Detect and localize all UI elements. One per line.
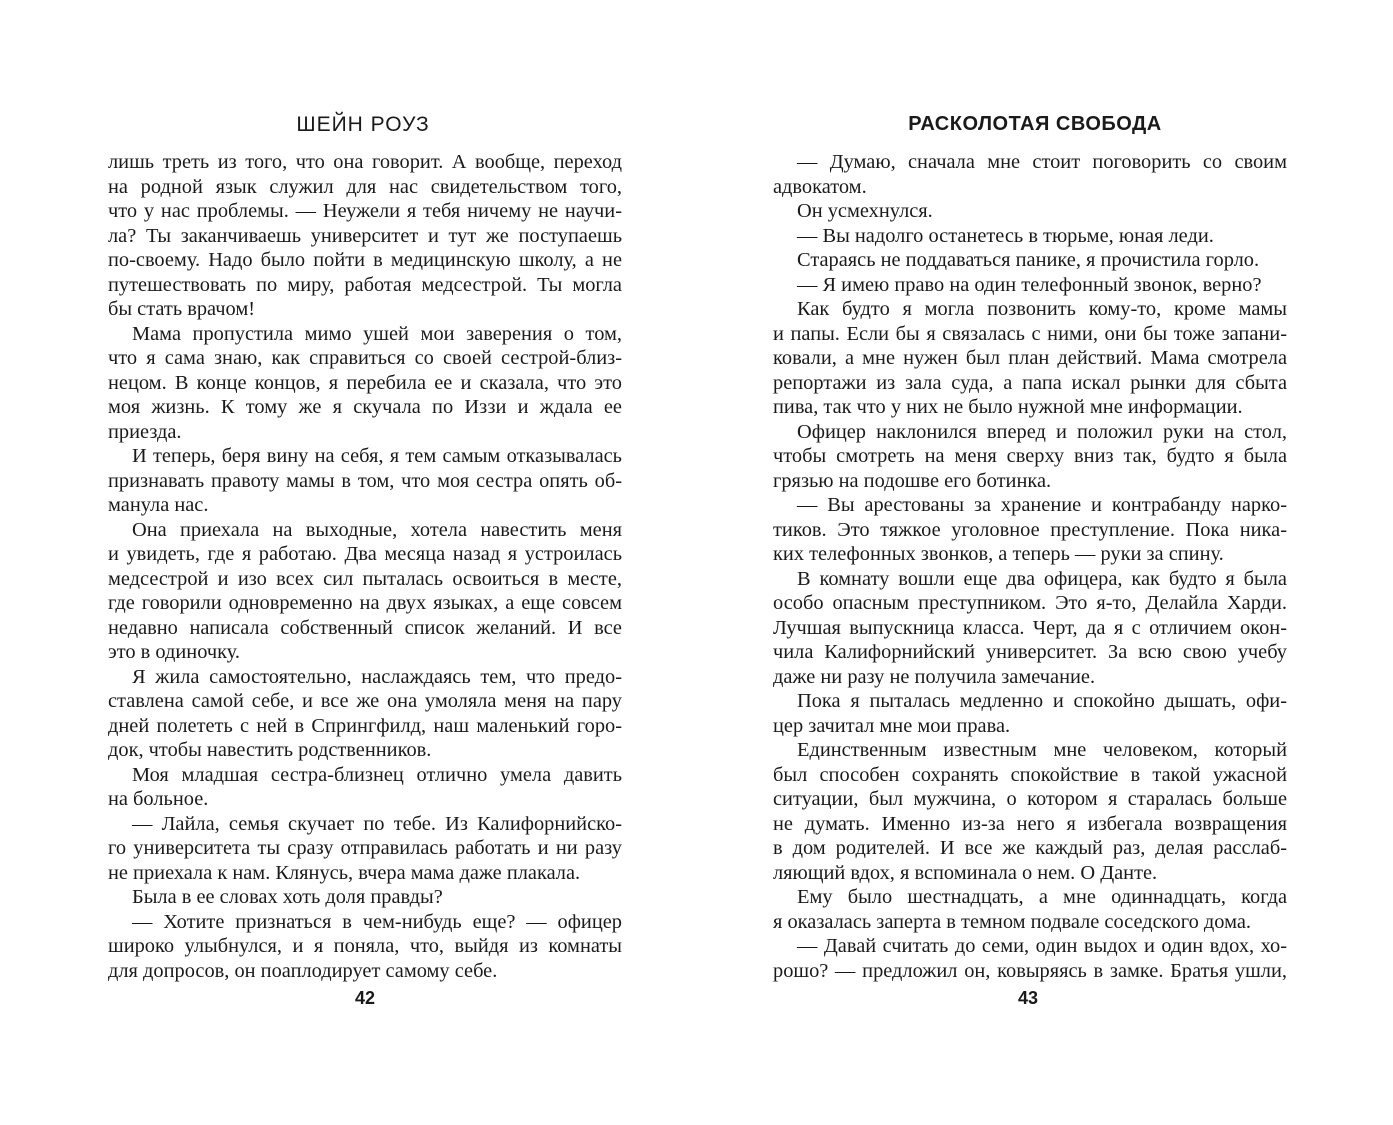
text-line: — Я имею право на один телефонный звонок, верно? bbox=[797, 273, 1262, 296]
text-line: репортажи из зала суда, а папа искал рынки для сбыта bbox=[773, 371, 1287, 394]
text-line: я оказалась заперта в темном подвале соседского дома. bbox=[773, 910, 1251, 933]
text-line: ситуации, был мужчина, о котором я старалась больше bbox=[773, 788, 1287, 810]
text-line: Она приехала на выходные, хотела навестить меня bbox=[132, 518, 622, 541]
text-line: И теперь, беря вину на себя, я тем самым отказывалась bbox=[132, 445, 622, 467]
text-line: пива, так что у них не было нужной мне информации. bbox=[773, 396, 1243, 418]
text-line: моя жизнь. К тому же я скучала по Иззи и ждала ее bbox=[108, 396, 622, 418]
text-line: недавно написала собственный список желаний. И все bbox=[108, 616, 622, 639]
text-line: чила Калифорнийский университет. За всю свою учебу bbox=[773, 641, 1287, 663]
text-line: Мама пропустила мимо ушей мои заверения о том, bbox=[132, 322, 622, 345]
text-line: грязью на подошве его ботинка. bbox=[773, 469, 1052, 492]
text-line: признавать правоту мамы в том, что моя сестра опять об- bbox=[108, 469, 622, 492]
page-number-right: 43 bbox=[1017, 988, 1039, 1008]
text-line: медсестрой и изо всех сил пыталась освоиться в месте, bbox=[108, 567, 622, 590]
left-page bbox=[0, 0, 696, 1125]
book-title: РАСКОЛОТАЯ СВОБОДА bbox=[908, 113, 1162, 135]
text-line: и папы. Если бы я связалась с ними, они бы тоже запани- bbox=[773, 322, 1287, 345]
text-line: док, чтобы навестить родственников. bbox=[108, 739, 432, 761]
text-line: Стараясь не поддаваться панике, я прочистила горло. bbox=[797, 249, 1260, 271]
text-line: чтобы смотреть на меня сверху вниз так, будто я была bbox=[773, 445, 1287, 467]
text-line: приезда. bbox=[108, 420, 182, 443]
text-line: Он усмехнулся. bbox=[797, 200, 933, 222]
text-line: адвокатом. bbox=[773, 175, 867, 198]
text-line: дней полететь с ней в Спрингфилд, наш маленький горо- bbox=[108, 714, 622, 737]
text-line: го университета ты сразу отправилась работать и ни разу bbox=[108, 837, 622, 859]
text-line: тиков. Это тяжкое уголовное преступление. Пока ника- bbox=[773, 518, 1287, 541]
author-name: ШЕЙН РОУЗ bbox=[296, 113, 430, 136]
text-line: на родной язык служил для нас свидетельством того, bbox=[108, 175, 622, 198]
left-page-body bbox=[108, 150, 622, 983]
text-line: нецом. В конце концов, я перебила ее и сказала, что это bbox=[108, 371, 622, 394]
text-line: ла? Ты заканчиваешь университет и тут же поступаешь bbox=[108, 224, 622, 247]
text-line: Лучшая выпускница класса. Черт, да я с отличием окон- bbox=[773, 616, 1287, 639]
text-line: на больное. bbox=[108, 788, 209, 810]
text-line: рошо? — предложил он, ковыряясь в замке. Братья ушли, bbox=[773, 959, 1287, 982]
text-line: Офицер наклонился вперед и положил руки на стол, bbox=[797, 420, 1287, 443]
text-line: Моя младшая сестра-близнец отлично умела давить bbox=[132, 763, 622, 786]
text-line: — Вы надолго останетесь в тюрьме, юная леди. bbox=[797, 224, 1214, 247]
text-line: путешествовать по миру, работая медсестрой. Ты могла bbox=[108, 273, 622, 296]
text-line: В комнату вошли еще два офицера, как будто я была bbox=[797, 567, 1287, 590]
running-header-left bbox=[0, 113, 696, 143]
text-line: и увидеть, где я работаю. Два месяца назад я устроилась bbox=[108, 543, 622, 565]
text-line: ковали, а мне нужен был план действий. Мама смотрела bbox=[773, 347, 1287, 369]
text-line: ляющий вдох, я вспоминала о нем. О Данте. bbox=[773, 861, 1158, 884]
page-number-left: 42 bbox=[354, 988, 376, 1008]
text-line: был способен сохранять спокойствие в такой ужасной bbox=[773, 763, 1287, 786]
text-line: что у нас проблемы. — Неужели я тебя ничему не научи- bbox=[108, 200, 622, 222]
text-line: в дом родителей. И все же каждый раз, делая расслаб- bbox=[773, 837, 1287, 859]
text-line: цер зачитал мне мои права. bbox=[773, 714, 1011, 737]
text-line: ких телефонных звонков, а теперь — руки за спину. bbox=[773, 543, 1224, 565]
text-line: Ему было шестнадцать, а мне одиннадцать, когда bbox=[797, 886, 1287, 908]
text-line: не думать. Именно из-за него я избегала возвращения bbox=[773, 812, 1287, 835]
text-line: Пока я пыталась медленно и спокойно дышать, офи- bbox=[797, 690, 1287, 712]
text-line: это в одиночку. bbox=[108, 641, 241, 663]
text-line: даже ни разу не получила замечание. bbox=[773, 665, 1096, 688]
text-line: Как будто я могла позвонить кому-то, кроме мамы bbox=[797, 298, 1287, 320]
text-line: Я жила самостоятельно, наслаждаясь тем, что предо- bbox=[132, 665, 622, 688]
text-line: Единственным известным мне человеком, который bbox=[797, 739, 1287, 761]
text-line: — Лайла, семья скучает по тебе. Из Калифорнийско- bbox=[132, 812, 622, 835]
text-line: бы стать врачом! bbox=[108, 298, 256, 320]
text-line: Была в ее словах хоть доля правды? bbox=[132, 886, 443, 908]
text-line: особо опасным преступником. Это я-то, Делайла Харди. bbox=[773, 592, 1287, 614]
text-line: широко улыбнулся, и я поняла, что, выйдя из комнаты bbox=[108, 935, 622, 957]
text-line: — Вы арестованы за хранение и контрабанду нарко- bbox=[797, 494, 1287, 516]
running-header-right bbox=[697, 113, 1393, 143]
text-line: ставлена самой себе, и все же она умоляла меня на пару bbox=[108, 690, 622, 712]
right-page-body bbox=[773, 150, 1287, 983]
text-line: по-своему. Надо было пойти в медицинскую школу, а не bbox=[108, 249, 622, 271]
text-line: — Думаю, сначала мне стоит поговорить со своим bbox=[797, 151, 1287, 173]
text-line: лишь треть из того, что она говорит. А вообще, переход bbox=[108, 151, 622, 173]
text-line: для допросов, он поаплодирует самому себе. bbox=[108, 959, 498, 982]
text-line: — Хотите признаться в чем-нибудь еще? — офицер bbox=[132, 910, 622, 933]
text-line: — Давай считать до семи, один выдох и один вдох, хо- bbox=[797, 935, 1287, 957]
text-line: что я сама знаю, как справиться со своей сестрой-близ- bbox=[108, 347, 622, 369]
right-page bbox=[697, 0, 1393, 1125]
text-line: где говорили одновременно на двух языках, а еще совсем bbox=[108, 592, 622, 614]
text-line: не приехала к нам. Клянусь, вчера мама даже плакала. bbox=[108, 861, 581, 884]
text-line: манула нас. bbox=[108, 494, 209, 516]
